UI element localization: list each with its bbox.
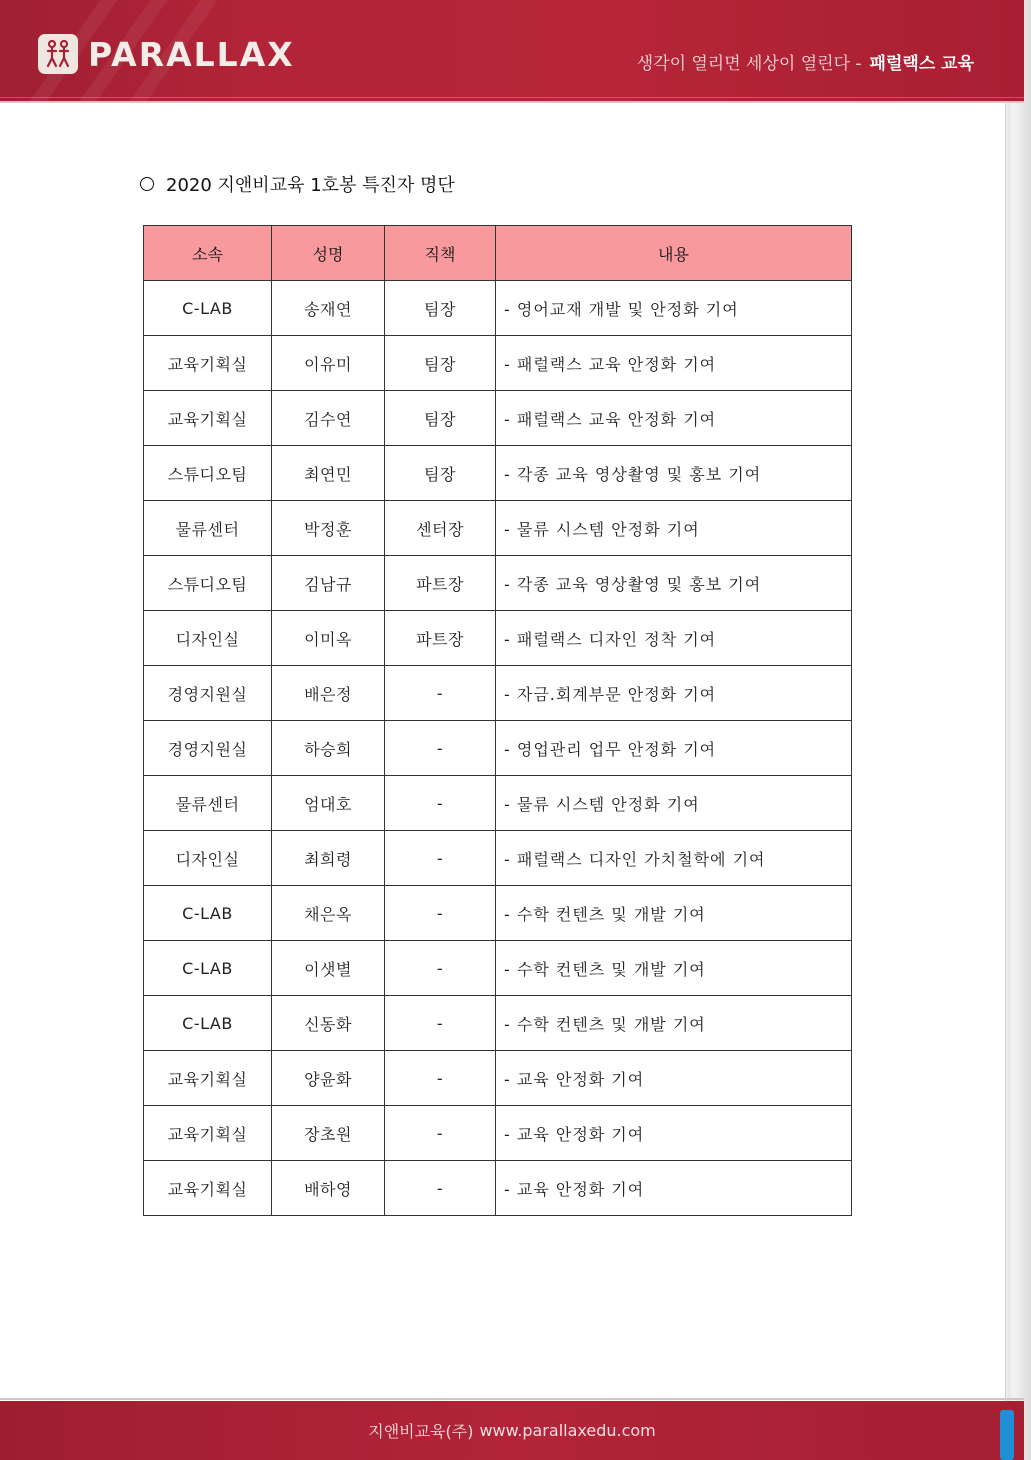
cell-position: - [385, 1106, 496, 1161]
cell-position: 팀장 [385, 446, 496, 501]
table-row [144, 446, 852, 501]
table-row [144, 336, 852, 391]
cell-position: - [385, 721, 496, 776]
table-row [144, 1106, 852, 1161]
cell-affiliation: 교육기획실 [144, 1106, 272, 1161]
cell-name: 채은옥 [272, 886, 385, 941]
table-row [144, 501, 852, 556]
cell-affiliation: C-LAB [144, 996, 272, 1051]
slogan-text: 생각이 열리면 세상이 열린다 - [636, 54, 862, 74]
cell-affiliation: 물류센터 [144, 501, 272, 556]
cell-content: - 패럴랙스 디자인 가치철학에 기여 [496, 831, 852, 886]
cell-affiliation: 디자인실 [144, 831, 272, 886]
header-slogan [637, 49, 974, 74]
cell-name: 이샛별 [272, 941, 385, 996]
footer-divider [0, 1398, 1024, 1400]
table-row [144, 886, 852, 941]
cell-position: 팀장 [385, 336, 496, 391]
cell-position: - [385, 1051, 496, 1106]
cell-name: 장초원 [272, 1106, 385, 1161]
cell-affiliation: 교육기획실 [144, 336, 272, 391]
cell-position: - [385, 886, 496, 941]
table-row [144, 941, 852, 996]
cell-name: 박정훈 [272, 501, 385, 556]
col-header-position: 직책 [385, 226, 496, 281]
title-text: 2020 지앤비교육 1호봉 특진자 명단 [166, 175, 455, 196]
cell-affiliation: 스튜디오팀 [144, 446, 272, 501]
cell-name: 최연민 [272, 446, 385, 501]
table-row [144, 1051, 852, 1106]
cell-content: - 수학 컨텐츠 및 개발 기여 [496, 886, 852, 941]
cell-position: - [385, 831, 496, 886]
cell-affiliation: 스튜디오팀 [144, 556, 272, 611]
cell-affiliation: C-LAB [144, 281, 272, 336]
cell-content: - 교육 안정화 기여 [496, 1106, 852, 1161]
cell-content: - 수학 컨텐츠 및 개발 기여 [496, 996, 852, 1051]
cell-name: 하승희 [272, 721, 385, 776]
table-row [144, 666, 852, 721]
cell-position: 센터장 [385, 501, 496, 556]
col-header-content: 내용 [496, 226, 852, 281]
cell-affiliation: C-LAB [144, 886, 272, 941]
parallax-logo-icon [38, 34, 78, 74]
cell-content: - 물류 시스템 안정화 기여 [496, 501, 852, 556]
cell-affiliation: 교육기획실 [144, 391, 272, 446]
table-row [144, 776, 852, 831]
table-row [144, 721, 852, 776]
document-title [140, 171, 455, 197]
cell-content: - 각종 교육 영상촬영 및 홍보 기여 [496, 556, 852, 611]
cell-name: 이유미 [272, 336, 385, 391]
cell-content: - 패럴랙스 교육 안정화 기여 [496, 336, 852, 391]
cell-affiliation: 교육기획실 [144, 1051, 272, 1106]
cell-position: 파트장 [385, 556, 496, 611]
page-edge [1005, 0, 1031, 1460]
cell-position: - [385, 666, 496, 721]
page-header [0, 0, 1024, 103]
cell-name: 배하영 [272, 1161, 385, 1216]
cell-affiliation: C-LAB [144, 941, 272, 996]
circle-bullet-icon [140, 177, 154, 191]
cell-content: - 각종 교육 영상촬영 및 홍보 기여 [496, 446, 852, 501]
cell-content: - 패럴랙스 디자인 정착 기여 [496, 611, 852, 666]
cell-name: 송재연 [272, 281, 385, 336]
cell-affiliation: 디자인실 [144, 611, 272, 666]
table-row [144, 1161, 852, 1216]
cell-name: 신동화 [272, 996, 385, 1051]
cell-content: - 영어교재 개발 및 안정화 기여 [496, 281, 852, 336]
table-row [144, 831, 852, 886]
table-row [144, 556, 852, 611]
cell-position: - [385, 776, 496, 831]
cell-position: 파트장 [385, 611, 496, 666]
cell-name: 이미옥 [272, 611, 385, 666]
cell-content: - 자금.회계부문 안정화 기여 [496, 666, 852, 721]
promotion-table [143, 225, 852, 1216]
logo-text: PARALLAX [88, 34, 295, 74]
cell-name: 김남규 [272, 556, 385, 611]
cell-affiliation: 경영지원실 [144, 721, 272, 776]
cell-position: - [385, 1161, 496, 1216]
col-header-name: 성명 [272, 226, 385, 281]
cell-content: - 수학 컨텐츠 및 개발 기여 [496, 941, 852, 996]
col-header-affiliation: 소속 [144, 226, 272, 281]
cell-position: - [385, 996, 496, 1051]
table-row [144, 281, 852, 336]
table-row [144, 996, 852, 1051]
cell-name: 김수연 [272, 391, 385, 446]
cell-name: 최희령 [272, 831, 385, 886]
table-row [144, 611, 852, 666]
cell-name: 양윤화 [272, 1051, 385, 1106]
cell-position: - [385, 941, 496, 996]
footer-url: www.parallaxedu.com [479, 1421, 656, 1440]
cell-content: - 교육 안정화 기여 [496, 1051, 852, 1106]
cell-affiliation: 물류센터 [144, 776, 272, 831]
cell-name: 엄대호 [272, 776, 385, 831]
cell-content: - 영업관리 업무 안정화 기여 [496, 721, 852, 776]
slogan-brand: 패럴랙스 교육 [869, 54, 974, 74]
cell-position: 팀장 [385, 281, 496, 336]
cell-name: 배은정 [272, 666, 385, 721]
cell-content: - 패럴랙스 교육 안정화 기여 [496, 391, 852, 446]
scrollbar-thumb[interactable] [1000, 1410, 1014, 1460]
table-row [144, 391, 852, 446]
parallax-logo [38, 34, 295, 74]
footer-company: 지앤비교육(주) [368, 1422, 474, 1441]
cell-affiliation: 경영지원실 [144, 666, 272, 721]
cell-position: 팀장 [385, 391, 496, 446]
cell-content: - 교육 안정화 기여 [496, 1161, 852, 1216]
cell-affiliation: 교육기획실 [144, 1161, 272, 1216]
page-footer [0, 1401, 1024, 1460]
cell-content: - 물류 시스템 안정화 기여 [496, 776, 852, 831]
table-header-row [144, 226, 852, 281]
